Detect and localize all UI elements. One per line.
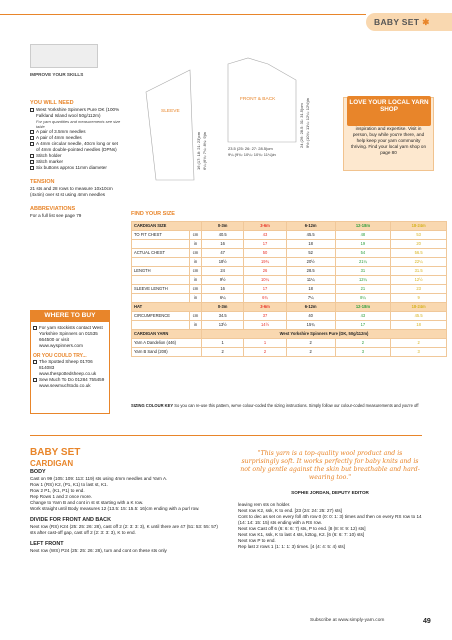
table-cell: 6-12m — [286, 222, 335, 231]
pattern-line: Next row K2, ssk, K to end. [23 (24: 24: 25: 27) sts] — [238, 507, 342, 513]
pattern-title: BABY SET — [30, 447, 81, 458]
table-row — [132, 339, 447, 348]
table-cell: 6¼ — [202, 294, 244, 303]
table-cell: TO FIT CHEST — [132, 231, 190, 240]
table-cell: 3 — [335, 348, 391, 357]
left-heading: LEFT FRONT — [30, 541, 64, 548]
length-dim-in: 9½ (10¼: 11¼: 12¼: 12½)in — [305, 98, 310, 148]
table-cell: 12½ — [391, 276, 447, 285]
checkbox-icon — [30, 154, 34, 158]
checkbox-icon — [30, 160, 34, 164]
table-cell: 0-3m — [202, 222, 244, 231]
you-will-need — [30, 100, 122, 219]
table-cell: 56.5 — [391, 249, 447, 258]
width-dim-in: 9¼ (9¾: 10¼: 10¾: 11¼)in — [228, 152, 276, 157]
table-cell: 18½ — [202, 258, 244, 267]
table-cell: Yarn A Dandelion (446) — [132, 339, 202, 348]
size-title: FIND YOUR SIZE — [131, 211, 175, 217]
table-cell: CIRCUMFERENCE — [132, 312, 190, 321]
table-cell: 8¼ — [335, 294, 391, 303]
table-cell: 18 — [391, 321, 447, 330]
table-cell: 3-6m — [244, 303, 286, 312]
pattern-line: Row 2 P1, (K1, P1) to end. — [30, 488, 85, 494]
table-cell: 31 — [335, 267, 391, 276]
front-back-label: FRONT & BACK — [240, 97, 276, 102]
list-item: Stitch marker — [30, 159, 122, 165]
abbrev-text: For a full list see page 79 — [30, 213, 82, 219]
table-cell: 40 — [286, 312, 335, 321]
pattern-line: Rep last 2 rows 1 (1: 1: 1: 3) times. [4 (4: 4: 5: 4) sts] — [238, 543, 345, 549]
tension-title: TENSION — [30, 179, 55, 186]
local-yarn-text: inspiration and expertise. Visit in person, buy while you're there, and help keep your yarn community thriving. Find your local yarn shop on page 80 — [350, 125, 427, 155]
garment-diagram — [128, 52, 358, 192]
table-cell: CARDIGAN YARN — [132, 330, 202, 339]
table-row — [132, 258, 447, 267]
pattern-col1 — [30, 446, 222, 554]
table-row — [132, 330, 447, 339]
table-cell: 21¼ — [335, 258, 391, 267]
table-cell: cm — [190, 267, 202, 276]
table-row — [132, 285, 447, 294]
table-cell: 17 — [335, 321, 391, 330]
table-cell: in — [190, 240, 202, 249]
table-cell: 15¾ — [286, 321, 335, 330]
table-cell: 2 — [202, 348, 244, 357]
table-row — [132, 348, 447, 357]
table-cell: 2 — [286, 348, 335, 357]
abbrev-title: ABBREVIATIONS — [30, 206, 76, 213]
checkbox-icon — [33, 360, 37, 364]
table-cell: 22¼ — [391, 258, 447, 267]
table-cell: 2 — [286, 339, 335, 348]
table-cell: 7¼ — [286, 294, 335, 303]
checkbox-icon — [33, 326, 37, 330]
table-cell: 6-12m — [286, 303, 335, 312]
divide-heading: DIVIDE FOR FRONT AND BACK — [30, 517, 111, 524]
quote-author: SOPHIE JORDAN, DEPUTY EDITOR — [291, 490, 369, 495]
table-cell: 19¾ — [244, 258, 286, 267]
table-row — [132, 240, 447, 249]
table-cell: SLEEVE LENGTH — [132, 285, 190, 294]
table-cell: 9½ — [202, 276, 244, 285]
pattern-line: Cont to dec as set on every foll 4th row 0 (0: 0: 1: 3) times and then on every RS row to 14 (14: 14: 15: 15) sts ending with a RS row. — [238, 513, 422, 525]
table-cell: 18-24m — [391, 303, 447, 312]
table-cell: West Yorkshire Spinners Pure (DK, 50g/112m) — [202, 330, 447, 339]
table-cell: 12-18m — [335, 222, 391, 231]
table-cell — [132, 276, 190, 285]
table-cell: 12¼ — [335, 276, 391, 285]
width-dim: 23.5 (25: 26: 27: 28.5)cm — [228, 146, 273, 151]
skills-icons — [30, 44, 98, 68]
table-cell: 21 — [335, 285, 391, 294]
table-cell: 1 — [244, 339, 286, 348]
list-item: A pair of 3.5mm needles — [30, 129, 122, 135]
tension-text: 21 sts and 28 rows to measure 10x10cm (4x4in) over st st using 4mm needles — [30, 186, 113, 198]
table-cell: 10¼ — [244, 276, 286, 285]
page-number: 49 — [423, 618, 431, 625]
table-cell — [132, 321, 190, 330]
table-cell — [132, 240, 190, 249]
table-row — [132, 294, 447, 303]
list-item: For yarn stockists contact West Yorkshire Spinners on 01535 664500 or visit www.wyspinners.com — [33, 325, 108, 349]
pattern-line: Cast on 99 (105: 109: 113: 119) sts using 4mm needles and Yarn A. — [30, 476, 168, 482]
pattern-line: Next row K1, ssk, K to last 4 sts, k2tog, K2. [6 (6: 6: 7: 10) sts] — [238, 531, 365, 537]
list-item: West Yorkshire Spinners Pure DK (100% Falkland Island wool 50g/112m) — [30, 107, 122, 119]
pattern-col2 — [238, 502, 422, 550]
table-cell — [132, 294, 190, 303]
table-cell: 11¼ — [286, 276, 335, 285]
could-try: OR YOU COULD TRY... — [33, 352, 87, 359]
list-item: A 4mm circular needle, 40cm long or set of 4mm double-pointed needles (DPNs) — [30, 141, 122, 153]
table-cell: 2 — [244, 348, 286, 357]
size-table — [131, 221, 447, 357]
where-to-buy-title: WHERE TO BUY — [30, 310, 110, 322]
table-cell: 18-24m — [391, 222, 447, 231]
checkbox-icon — [30, 166, 34, 170]
table-cell: 20 — [391, 240, 447, 249]
improve-label: IMPROVE YOUR SKILLS — [30, 72, 84, 77]
table-cell: 43 — [335, 312, 391, 321]
table-cell: LENGTH — [132, 267, 190, 276]
list-item: The Spotted Sheep 01706 814083 www.thespottedsheep.co.uk — [33, 359, 108, 377]
table-row — [132, 222, 447, 231]
body-lines — [30, 476, 222, 512]
list-item: Six buttons approx 11mm diameter — [30, 165, 122, 171]
body-heading: BODY — [30, 469, 46, 476]
table-cell: in — [190, 294, 202, 303]
table-row — [132, 267, 447, 276]
sleeve-dim: 16 (17: 18: 21: 23)cm — [196, 131, 201, 170]
table-cell: 50 — [244, 249, 286, 258]
table-cell: 16 — [202, 240, 244, 249]
table-cell: 9 — [391, 294, 447, 303]
checkbox-icon — [30, 136, 34, 140]
where-to-buy-content — [33, 325, 108, 389]
table-cell: cm — [190, 249, 202, 258]
table-cell: 19 — [335, 240, 391, 249]
pattern-line: Change to Yarn B and cont in st st starting with a K row. — [30, 500, 144, 506]
footer-text: Subscribe at www.simply-yarn.com — [310, 618, 385, 623]
table-cell: Yarn B Sand (208) — [132, 348, 202, 357]
table-cell: 17 — [244, 285, 286, 294]
table-cell: 3-6m — [244, 222, 286, 231]
header-rule — [0, 14, 366, 15]
table-row — [132, 231, 447, 240]
list-item: Sew Much To Do 01284 755459 www.sewmuchtodo.co.uk — [33, 377, 108, 389]
note: For yarn quantities and measurements see size table — [36, 119, 121, 130]
table-row — [132, 312, 447, 321]
table-cell: 3 — [391, 348, 447, 357]
table-cell: 18 — [286, 240, 335, 249]
table-cell: 45.5 — [286, 231, 335, 240]
table-cell: cm — [190, 285, 202, 294]
section-tag: BABY SET ✱ — [366, 13, 452, 31]
table-cell: 31.5 — [391, 267, 447, 276]
table-row — [132, 321, 447, 330]
sleeve-shape — [146, 70, 194, 180]
table-row — [132, 303, 447, 312]
table-cell: 40.5 — [202, 231, 244, 240]
checkbox-icon — [30, 108, 34, 112]
star-icon: ✱ — [422, 17, 430, 27]
table-cell: 6¾ — [244, 294, 286, 303]
pattern-line: Next row Cast off 6 (6: 6: 6: 7) sts, P to end. [8 (8: 8: 9: 12) sts] — [238, 525, 366, 531]
table-cell: 17 — [244, 240, 286, 249]
table-cell: HAT — [132, 303, 202, 312]
table-cell: 14½ — [244, 321, 286, 330]
length-dim: 24 (26: 28.5: 31: 31.5)cm — [299, 103, 304, 148]
table-cell: 45.5 — [391, 312, 447, 321]
sleeve-label: SLEEVE — [161, 109, 180, 114]
table-cell: 23 — [391, 285, 447, 294]
pattern-line: leaving rem sts on holder. — [238, 502, 291, 507]
pattern-line: Work straight until Body measures 12 (13.5: 15: 15.5: 16)cm ending with a purl row. — [30, 506, 200, 512]
table-cell: 2 — [335, 339, 391, 348]
table-cell: in — [190, 276, 202, 285]
table-cell: 24 — [202, 267, 244, 276]
pattern-line: Next row P to end. — [238, 537, 276, 543]
key-label: SIZING COLOUR KEY — [131, 403, 174, 408]
table-cell: 20½ — [286, 258, 335, 267]
table-cell: CARDIGAN SIZE — [132, 222, 202, 231]
table-cell: ACTUAL CHEST — [132, 249, 190, 258]
pattern-line: Rep Rows 1 and 2 once more. — [30, 494, 93, 500]
table-cell: in — [190, 321, 202, 330]
table-cell: 43 — [244, 231, 286, 240]
table-cell: 37 — [244, 312, 286, 321]
table-row — [132, 276, 447, 285]
key-text: So you can re-use this pattern, we've colour-coded the sizing instructions. Simply follow our colour-coded measurements and you're off — [174, 403, 419, 408]
table-cell: cm — [190, 231, 202, 240]
table-cell: cm — [190, 312, 202, 321]
table-cell: 54 — [335, 249, 391, 258]
pull-quote: "This yarn is a top-quality wool product and is surprisingly soft. It works perfectly for baby knits and is not only gentle against the skin but breathable and hard-wearing too." — [240, 450, 420, 482]
table-cell: 18 — [286, 285, 335, 294]
table-cell: 47 — [202, 249, 244, 258]
list-item: Stitch holder — [30, 153, 122, 159]
you-will-need-title: YOU WILL NEED — [30, 100, 74, 106]
table-cell: 0-3m — [202, 303, 244, 312]
table-cell: 12-18m — [335, 303, 391, 312]
table-cell: 26 — [244, 267, 286, 276]
table-cell: 16 — [202, 285, 244, 294]
table-cell: 1 — [202, 339, 244, 348]
table-cell: 48 — [335, 231, 391, 240]
sleeve-dim-in: 6¼ (6¾: 7¼: 8¼: 9)in — [202, 131, 207, 170]
table-row — [132, 249, 447, 258]
table-cell: in — [190, 258, 202, 267]
divide-text: Next row (RS) K24 (25: 25: 26: 28), cast off 2 (2: 3: 3: 3), K until there are 47 (51: 53: 55: 57) sts after cast-off gap, cast off 2 (2: 3: 3: 3), K to end. — [30, 524, 218, 536]
table-cell: 28.5 — [286, 267, 335, 276]
table-cell: 52 — [286, 249, 335, 258]
table-cell: 2 — [391, 339, 447, 348]
table-cell: 13½ — [202, 321, 244, 330]
divider — [30, 435, 422, 436]
table-cell — [132, 258, 190, 267]
local-yarn-badge: LOVE YOUR LOCAL YARN SHOP — [347, 96, 431, 126]
checkbox-icon — [30, 142, 34, 146]
checkbox-icon — [30, 130, 34, 134]
colour-key — [131, 403, 451, 408]
checkbox-icon — [33, 378, 37, 382]
pattern-line: Row 1 (RS) K2, (P1, K1) to last st, K1. — [30, 482, 108, 488]
pattern-subtitle: CARDIGAN — [30, 459, 74, 468]
table-cell: 53 — [391, 231, 447, 240]
left-text: Next row (WS) P24 (25: 25: 26: 28), turn and cont on these sts only — [30, 548, 167, 554]
list-item: A pair of 4mm needles — [30, 135, 122, 141]
table-cell: 34.5 — [202, 312, 244, 321]
